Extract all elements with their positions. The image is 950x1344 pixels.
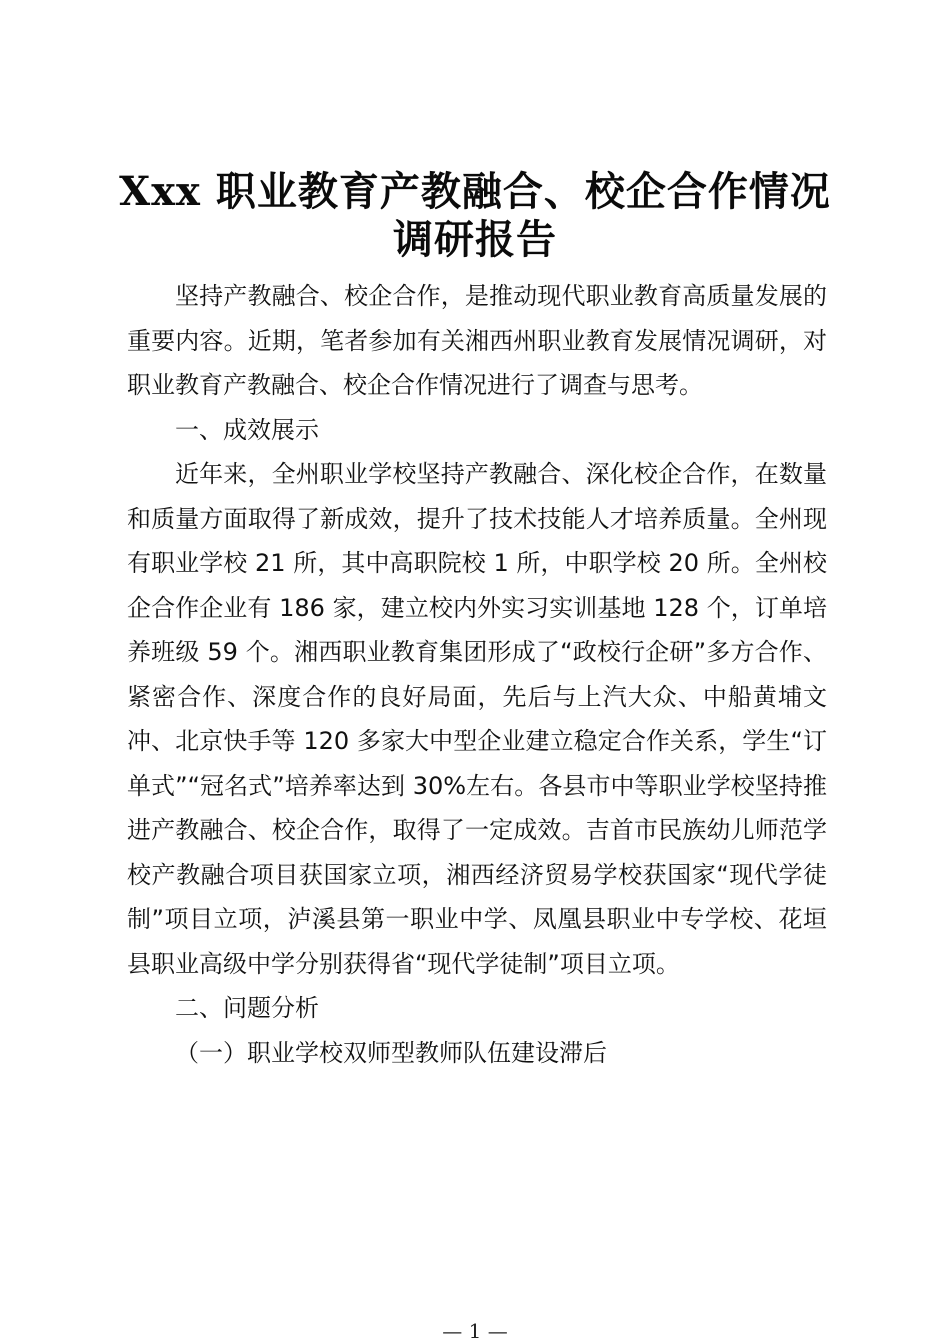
document-body <box>127 274 827 1075</box>
title-line-1: Xxx 职业教育产教融合、校企合作情况 <box>119 168 831 215</box>
subsection-heading-1: （一）职业学校双师型教师队伍建设滞后 <box>175 1038 607 1067</box>
intro-paragraph: 坚持产教融合、校企合作，是推动现代职业教育高质量发展的重要内容。近期，笔者参加有关湘西州职业教育发展情况调研，对职业教育产教融合、校企合作情况进行了调查与思考。 <box>127 282 827 399</box>
title-line-2: 调研报告 <box>393 216 557 263</box>
document-title <box>100 168 850 264</box>
page-number: — 1 — <box>442 1319 508 1343</box>
section-heading-2: 二、问题分析 <box>175 994 319 1022</box>
achievements-paragraph: 近年来，全州职业学校坚持产教融合、深化校企合作，在数量和质量方面取得了新成效，提升了技术技能人才培养质量。全州现有职业学校 21 所，其中高职院校 1 所，中职学校 20 所。全州校企合作企业有 186 家，建立校内外实习实训基地 128 个，订单培养班级 59 个。湘西职业教育集团形成了“政校行企研”多方合作、紧密合作、深度合作的良好局面，先后与上汽大众、中船黄埔文冲、北京快手等 120 多家大中型企业建立稳定合作关系，学生“订单式”“冠名式”培养率达到 30%左右。各县市中等职业学校坚持推进产教融合、校企合作，取得了一定成效。吉首市民族幼儿师范学校产教融合项目获国家立项，湘西经济贸易学校获国家“现代学徒制”项目立项，泸溪县第一职业中学、凤凰县职业中专学校、花垣县职业高级中学分别获得省“现代学徒制”项目立项。 <box>127 460 827 978</box>
section-heading-1: 一、成效展示 <box>175 415 319 444</box>
